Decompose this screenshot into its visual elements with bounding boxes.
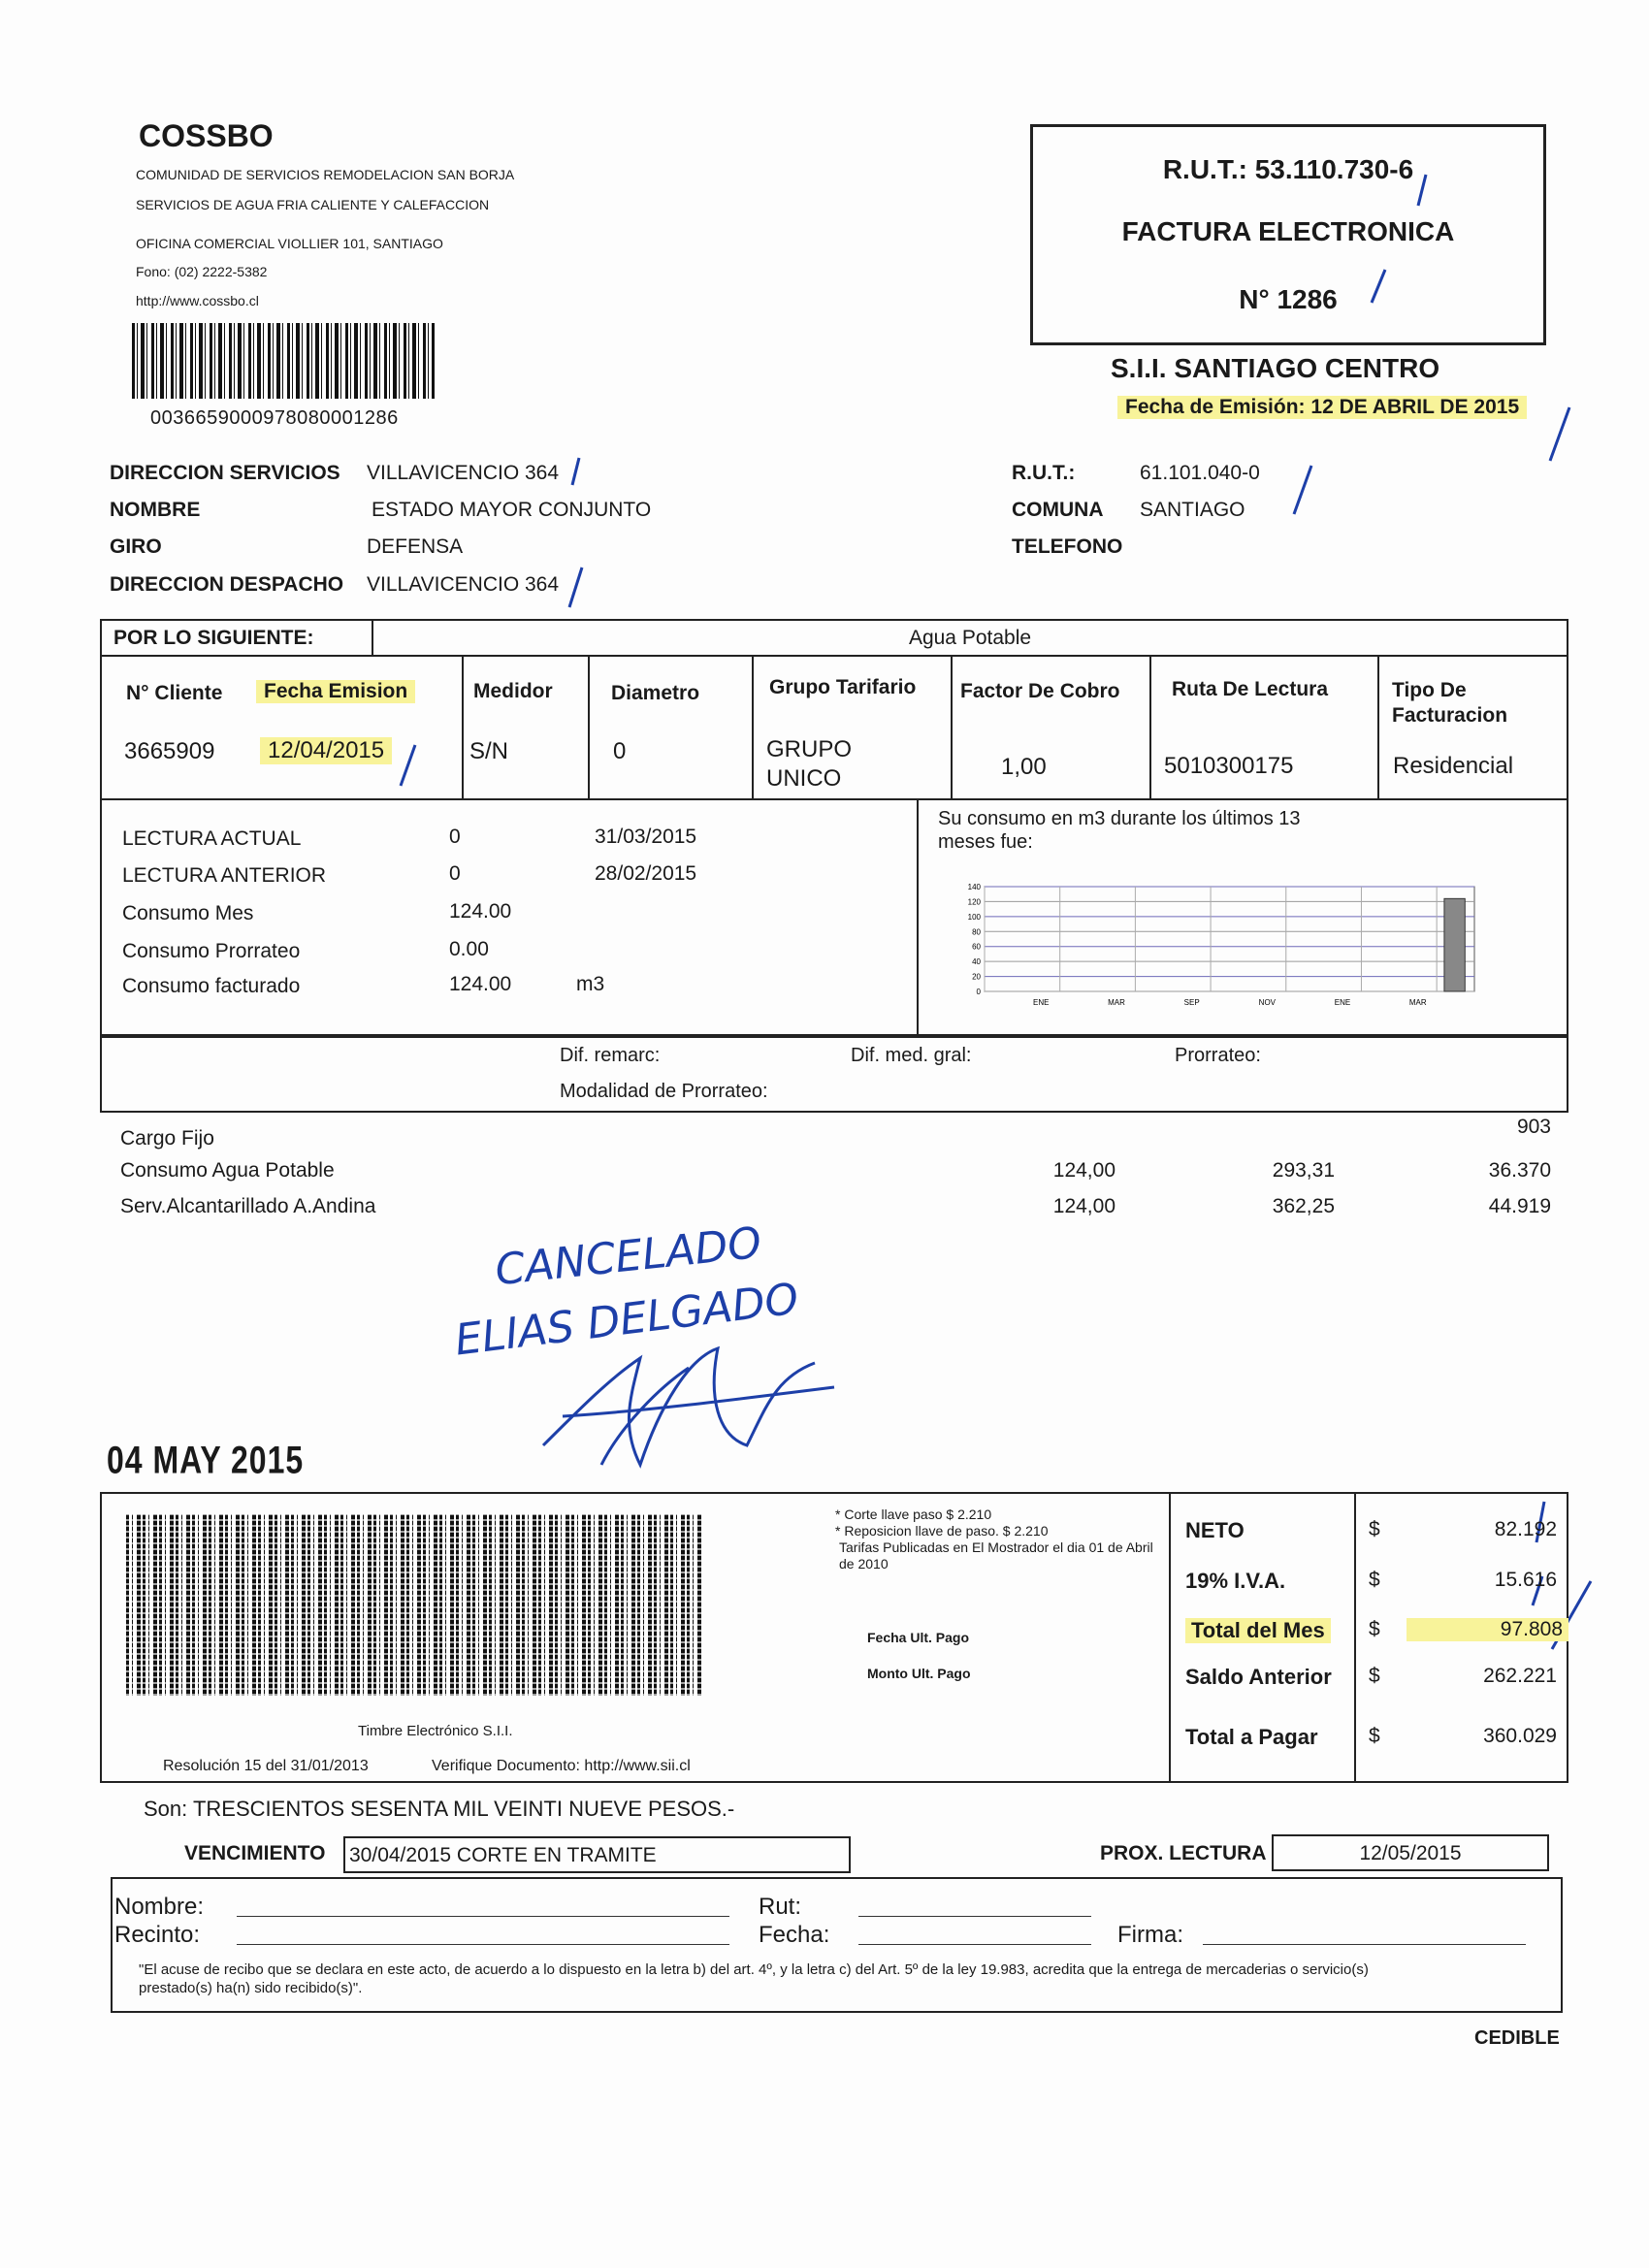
nombre-label: NOMBRE bbox=[110, 499, 201, 521]
dir-serv-label: DIRECCION SERVICIOS bbox=[110, 462, 340, 484]
charge-qty: 124,00 bbox=[1052, 1159, 1116, 1182]
reading-label: LECTURA ACTUAL bbox=[122, 827, 302, 850]
comuna-label: COMUNA bbox=[1012, 499, 1104, 521]
charge-label: Serv.Alcantarillado A.Andina bbox=[120, 1195, 376, 1217]
note-corte: * Corte llave paso $ 2.210 bbox=[835, 1507, 992, 1522]
val-ruta-lectura: 5010300175 bbox=[1164, 753, 1294, 779]
vencimiento-label: VENCIMIENTO bbox=[184, 1842, 326, 1864]
company-phone: Fono: (02) 2222-5382 bbox=[136, 264, 268, 279]
rut-line bbox=[858, 1916, 1091, 1917]
company-line2: SERVICIOS DE AGUA FRIA CALIENTE Y CALEFACCION bbox=[136, 197, 490, 212]
receipt-recinto-label: Recinto: bbox=[114, 1922, 201, 1948]
service-description: Agua Potable bbox=[908, 627, 1032, 649]
emission-value: 12 DE ABRIL DE 2015 bbox=[1310, 396, 1520, 418]
company-url: http://www.cossbo.cl bbox=[136, 293, 259, 308]
dir-desp-value: VILLAVICENCIO 364 bbox=[367, 573, 560, 596]
chart-xtick-label: NOV bbox=[1258, 998, 1277, 1007]
handwritten-cancelado: CANCELADO bbox=[493, 1217, 764, 1296]
charge-price: 293,31 bbox=[1272, 1159, 1335, 1182]
reading-value: 124.00 bbox=[449, 973, 512, 995]
col-diametro: Diametro bbox=[611, 682, 700, 704]
client-rut-value: 61.101.040-0 bbox=[1140, 462, 1260, 484]
document-title: FACTURA ELECTRONICA bbox=[1121, 216, 1455, 246]
chart-ytick-label: 100 bbox=[967, 912, 981, 922]
receipt-fecha-label: Fecha: bbox=[759, 1922, 830, 1948]
chart-xtick-label: ENE bbox=[1334, 998, 1351, 1007]
col-cliente: N° Cliente bbox=[126, 682, 223, 704]
chart-ytick-label: 40 bbox=[972, 957, 981, 967]
col-factor-cobro: Factor De Cobro bbox=[960, 680, 1120, 702]
document-number: N° 1286 bbox=[1239, 284, 1338, 314]
company-address: OFICINA COMERCIAL VIOLLIER 101, SANTIAGO bbox=[136, 236, 443, 251]
col-fecha-emision: Fecha Emision bbox=[256, 680, 415, 703]
reading-value: 0 bbox=[449, 826, 461, 848]
total-label: Total del Mes bbox=[1185, 1618, 1331, 1643]
total-value: 15.616 bbox=[1494, 1569, 1557, 1591]
total-currency: $ bbox=[1369, 1665, 1380, 1687]
giro-value: DEFENSA bbox=[367, 535, 464, 558]
chart-caption: Su consumo en m3 durante los últimos 13 meses fue: bbox=[938, 808, 1301, 853]
reading-label: LECTURA ANTERIOR bbox=[122, 864, 327, 887]
fecha-line bbox=[858, 1944, 1091, 1945]
chart-xtick-label: ENE bbox=[1033, 998, 1050, 1007]
prox-lectura-box bbox=[1272, 1834, 1549, 1871]
val-cliente: 3665909 bbox=[124, 738, 215, 764]
total-currency: $ bbox=[1369, 1618, 1380, 1640]
col-medidor: Medidor bbox=[473, 680, 553, 702]
dir-desp-label: DIRECCION DESPACHO bbox=[110, 573, 344, 596]
amount-in-words: Son: TRESCIENTOS SESENTA MIL VEINTI NUEVE PESOS.- bbox=[144, 1797, 735, 1821]
total-label: Saldo Anterior bbox=[1185, 1665, 1332, 1689]
barcode-number: 0036659000978080001286 bbox=[150, 407, 399, 429]
emission-label: Fecha de Emisión: bbox=[1125, 396, 1306, 418]
sii-office: S.I.I. SANTIAGO CENTRO bbox=[1111, 353, 1440, 383]
fecha-ult-pago: Fecha Ult. Pago bbox=[867, 1630, 970, 1645]
total-currency: $ bbox=[1369, 1725, 1380, 1747]
total-label: 19% I.V.A. bbox=[1185, 1569, 1286, 1593]
chart-ytick-label: 140 bbox=[967, 883, 981, 891]
total-currency: $ bbox=[1369, 1569, 1380, 1591]
val-tipo-facturacion: Residencial bbox=[1393, 753, 1514, 779]
receipt-nombre-label: Nombre: bbox=[114, 1894, 205, 1920]
reading-label: Consumo Prorrateo bbox=[122, 940, 301, 962]
charge-total: 903 bbox=[1516, 1116, 1551, 1138]
receipt-rut-label: Rut: bbox=[759, 1894, 802, 1920]
prox-lectura-label: PROX. LECTURA bbox=[1100, 1842, 1267, 1864]
client-rut-label: R.U.T.: bbox=[1012, 462, 1076, 484]
charge-price: 362,25 bbox=[1272, 1195, 1335, 1217]
timbre-electronico: Timbre Electrónico S.I.I. bbox=[358, 1723, 513, 1739]
reading-label: Consumo Mes bbox=[122, 902, 254, 924]
verifique-documento: Verifique Documento: http://www.sii.cl bbox=[432, 1758, 691, 1774]
vencimiento-box bbox=[343, 1836, 851, 1873]
col-tipo-facturacion: Tipo De Facturacion bbox=[1392, 679, 1508, 727]
chart-ytick-label: 20 bbox=[972, 972, 981, 982]
company-line1: COMUNIDAD DE SERVICIOS REMODELACION SAN BORJA bbox=[136, 167, 515, 182]
charge-label: Cargo Fijo bbox=[120, 1127, 214, 1150]
reading-unit: m3 bbox=[576, 973, 605, 995]
chart-xtick-label: SEP bbox=[1183, 998, 1200, 1007]
receipt-firma-label: Firma: bbox=[1117, 1922, 1183, 1948]
total-label: NETO bbox=[1185, 1518, 1245, 1542]
val-fecha-emision: 12/04/2015 bbox=[260, 737, 392, 764]
chart-ytick-label: 60 bbox=[972, 942, 981, 952]
charge-total: 44.919 bbox=[1488, 1195, 1551, 1217]
total-value: 82.192 bbox=[1494, 1518, 1557, 1540]
total-value: 97.808 bbox=[1406, 1618, 1568, 1641]
chart-ytick-label: 0 bbox=[976, 988, 981, 996]
footer-notes bbox=[835, 1507, 1165, 1572]
total-value: 262.221 bbox=[1483, 1665, 1557, 1687]
telefono-label: TELEFONO bbox=[1012, 535, 1123, 558]
issuer-rut: R.U.T.: 53.110.730-6 bbox=[1162, 154, 1414, 184]
note-reposicion: * Reposicion llave de paso. $ 2.210 bbox=[835, 1523, 1049, 1539]
reading-value: 124.00 bbox=[449, 900, 512, 923]
recinto-line bbox=[237, 1944, 729, 1945]
dif-med-gral: Dif. med. gral: bbox=[851, 1045, 972, 1066]
chart-xtick-label: MAR bbox=[1108, 998, 1125, 1007]
nombre-line bbox=[237, 1916, 729, 1917]
monto-ult-pago: Monto Ult. Pago bbox=[867, 1666, 971, 1681]
val-diametro: 0 bbox=[613, 738, 627, 764]
giro-label: GIRO bbox=[110, 535, 162, 558]
comuna-value: SANTIAGO bbox=[1140, 499, 1245, 521]
charge-label: Consumo Agua Potable bbox=[120, 1159, 335, 1182]
resolucion: Resolución 15 del 31/01/2013 bbox=[163, 1758, 369, 1774]
prorrateo: Prorrateo: bbox=[1175, 1045, 1261, 1066]
vencimiento-value: 30/04/2015 CORTE EN TRAMITE bbox=[349, 1844, 657, 1866]
pdf417-barcode bbox=[126, 1514, 703, 1696]
val-grupo-tarifario: GRUPO UNICO bbox=[766, 736, 853, 792]
val-medidor: S/N bbox=[469, 738, 509, 764]
note-tarifas: Tarifas Publicadas en El Mostrador el dia 01 de Abril de 2010 bbox=[839, 1539, 1153, 1571]
por-lo-siguiente: POR LO SIGUIENTE: bbox=[113, 627, 314, 649]
chart-ytick-label: 80 bbox=[972, 927, 981, 937]
total-label: Total a Pagar bbox=[1185, 1725, 1318, 1749]
chart-ytick-label: 120 bbox=[967, 897, 981, 907]
handwritten-name: ELIAS DELGADO bbox=[452, 1274, 801, 1366]
receipt-legal-text: "El acuse de recibo que se declara en este acto, de acuerdo a lo dispuesto en la letra b) del art. 4º, y la letra c) del Art. 5º de la ley 19.983, acredita que la entrega de mercaderias o servicio(s) prestado(s) ha(n) sido recibido(s)". bbox=[139, 1961, 1369, 1996]
nombre-value: ESTADO MAYOR CONJUNTO bbox=[372, 499, 652, 521]
col-ruta-lectura: Ruta De Lectura bbox=[1172, 678, 1329, 700]
cedible: CEDIBLE bbox=[1474, 2027, 1560, 2049]
dif-remarc: Dif. remarc: bbox=[560, 1045, 661, 1066]
reading-date: 31/03/2015 bbox=[595, 826, 697, 848]
reading-value: 0.00 bbox=[449, 938, 489, 960]
firma-line bbox=[1203, 1944, 1526, 1945]
modalidad-prorrateo: Modalidad de Prorrateo: bbox=[560, 1081, 768, 1102]
date-stamp: 04 MAY 2015 bbox=[107, 1438, 305, 1482]
reading-label: Consumo facturado bbox=[122, 975, 301, 997]
total-currency: $ bbox=[1369, 1518, 1380, 1540]
chart-xtick-label: MAR bbox=[1408, 998, 1427, 1007]
col-grupo-tarifario: Grupo Tarifario bbox=[769, 676, 917, 698]
reading-date: 28/02/2015 bbox=[595, 862, 697, 885]
reading-value: 0 bbox=[449, 862, 461, 885]
total-value: 360.029 bbox=[1483, 1725, 1557, 1747]
dir-serv-value: VILLAVICENCIO 364 bbox=[367, 462, 560, 484]
charge-total: 36.370 bbox=[1488, 1159, 1551, 1182]
val-factor-cobro: 1,00 bbox=[1001, 754, 1047, 780]
prox-lectura-value: 12/05/2015 bbox=[1359, 1842, 1462, 1864]
charge-qty: 124,00 bbox=[1052, 1195, 1116, 1217]
company-name: COSSBO bbox=[139, 118, 274, 153]
